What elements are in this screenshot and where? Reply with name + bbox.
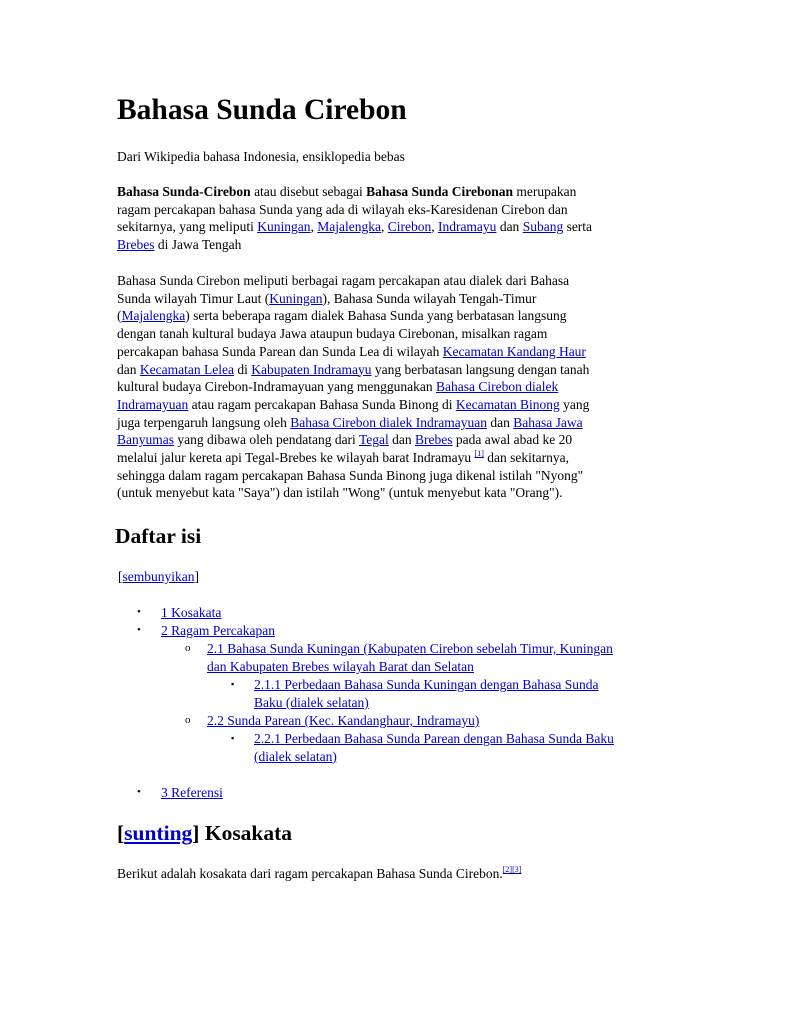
toc-item xyxy=(185,712,480,730)
bracket: [ xyxy=(117,821,125,845)
body-line xyxy=(117,449,589,467)
toc-link-line: Baku (dialek selatan) xyxy=(254,694,369,710)
link-kecamatan-lelea[interactable]: Kecamatan Lelea xyxy=(139,361,234,377)
link-bahasa-jawa-banyumas[interactable]: Bahasa Jawa xyxy=(513,414,583,430)
toc-item xyxy=(185,640,613,675)
intro-line xyxy=(117,236,592,254)
bullet-icon: ▪ xyxy=(231,733,235,743)
toc-item xyxy=(231,676,599,711)
toc-link-bahasa-sunda-kuningan[interactable] xyxy=(207,640,613,675)
text: dan xyxy=(388,432,415,448)
body-line xyxy=(117,307,589,325)
text: merupakan xyxy=(512,184,577,199)
bracket: ] xyxy=(192,821,200,845)
toc-title: Daftar isi xyxy=(115,524,202,548)
text: serta xyxy=(563,219,593,235)
text: juga terpengaruh langsung oleh xyxy=(117,414,291,430)
link-bahasa-cirebon-dialek-indramayuan[interactable]: Bahasa Cirebon dialek xyxy=(436,379,559,395)
bracket: ] xyxy=(194,569,199,584)
intro-line xyxy=(117,183,592,201)
link-kecamatan-kandang-haur[interactable]: Kecamatan Kandang Haur xyxy=(442,343,586,359)
body-line: Bahasa Sunda Cirebon meliputi berbagai ragam percakapan atau dialek dari Bahasa xyxy=(117,273,570,288)
edit-section-link[interactable]: sunting xyxy=(124,821,193,845)
toc-link-perbedaan-kuningan[interactable] xyxy=(254,676,599,711)
link-brebes[interactable]: Brebes xyxy=(415,432,453,448)
body-line: sehingga dalam ragam percakapan Bahasa Sunda Binong juga dikenal istilah "Nyong" xyxy=(117,467,584,483)
toc-link-referensi[interactable]: 3 Referensi xyxy=(161,785,223,800)
section-title: Kosakata xyxy=(199,821,293,845)
kosakata-paragraph xyxy=(117,865,521,883)
bullet-icon: o xyxy=(185,642,191,654)
link-indramayu[interactable]: Indramayu xyxy=(437,219,497,235)
toc-toggle xyxy=(118,568,199,586)
text: di Jawa Tengah xyxy=(154,237,242,253)
bullet-icon: • xyxy=(137,606,141,618)
body-line: (untuk menyebut kata "Saya") dan istilah "Wong" (untuk menyebut kata "Orang"). xyxy=(117,485,563,501)
toc-item xyxy=(137,604,222,622)
link-majalengka[interactable]: Majalengka xyxy=(317,219,381,235)
text: pada awal abad ke 20 xyxy=(452,432,573,448)
text: ( xyxy=(117,308,122,324)
toc-link-line: 2.1.1 Perbedaan Bahasa Sunda Kuningan dengan Bahasa Sunda xyxy=(254,677,599,692)
page-title: Bahasa Sunda Cirebon xyxy=(117,94,407,126)
bold-term: Bahasa Sunda-Cirebon xyxy=(117,184,251,199)
link-kuningan[interactable]: Kuningan xyxy=(269,290,323,306)
link-majalengka[interactable]: Majalengka xyxy=(121,308,186,324)
text: melalui jalur kereta api Tegal-Brebes ke wilayah barat Indramayu xyxy=(117,450,475,466)
site-tagline: Dari Wikipedia bahasa Indonesia, ensiklopedia bebas xyxy=(117,149,405,164)
toc-link-line: dan Kabupaten Brebes wilayah Barat dan Selatan xyxy=(207,658,474,674)
body-line xyxy=(117,343,589,361)
text: dan xyxy=(117,361,140,377)
toc-link-ragam-percakapan[interactable]: 2 Ragam Percakapan xyxy=(161,623,275,638)
intro-line: sekitarnya, yang meliputi Kuningan, Majalengka, Cirebon, Indramayu dan Subang serta xyxy=(117,219,593,235)
bullet-icon: o xyxy=(185,714,191,726)
reference-link[interactable]: [2][3] xyxy=(502,865,522,874)
text: atau ragam percakapan Bahasa Sunda Binong di xyxy=(188,396,456,412)
bullet-icon: ▪ xyxy=(231,679,235,689)
body-line xyxy=(117,414,589,432)
toc-link-line: 2.1 Bahasa Sunda Kuningan (Kabupaten Cirebon sebelah Timur, Kuningan xyxy=(207,641,613,656)
bold-term: Bahasa Sunda Cirebonan xyxy=(366,184,513,199)
text: dan xyxy=(487,414,514,430)
link-kecamatan-binong[interactable]: Kecamatan Binong xyxy=(455,396,560,412)
text: yang xyxy=(559,396,590,412)
link-kuningan[interactable]: Kuningan xyxy=(257,219,311,235)
section-heading-kosakata xyxy=(117,818,292,848)
bracket: [ xyxy=(118,569,123,584)
link-tegal[interactable]: Tegal xyxy=(358,432,389,448)
bullet-icon: • xyxy=(137,624,141,636)
bullet-icon: • xyxy=(137,786,141,798)
intro-paragraph xyxy=(117,183,592,254)
toc-link-sunda-parean[interactable]: 2.2 Sunda Parean (Kec. Kandanghaur, Indramayu) xyxy=(207,713,480,728)
text: Berikut adalah kosakata dari ragam percakapan Bahasa Sunda Cirebon. xyxy=(117,866,503,881)
text: dan sekitarnya, xyxy=(483,450,569,466)
toc-link-line: (dialek selatan) xyxy=(254,748,337,764)
text: Sunda wilayah Timur Laut ( xyxy=(117,290,270,306)
text: percakapan bahasa Sunda Parean dan Sunda Lea di wilayah xyxy=(117,343,443,359)
link-bahasa-jawa-banyumas[interactable]: Banyumas xyxy=(117,432,174,448)
intro-line: ragam percakapan bahasa Sunda yang ada di wilayah eks-Karesidenan Cirebon dan xyxy=(117,201,568,217)
link-bahasa-cirebon-dialek-indramayuan[interactable]: Indramayuan xyxy=(117,396,189,412)
body-line: dengan tanah kultural budaya Jawa ataupun budaya Cirebonan, misalkan ragam xyxy=(117,326,548,342)
toc-item xyxy=(231,730,614,765)
link-subang[interactable]: Subang xyxy=(522,219,564,235)
text: ) serta beberapa ragam dialek Bahasa Sunda yang berbatasan langsung xyxy=(185,308,567,324)
text: ), Bahasa Sunda wilayah Tengah-Timur xyxy=(322,290,537,306)
link-cirebon[interactable]: Cirebon xyxy=(387,219,432,235)
text: sekitarnya, yang meliputi xyxy=(117,219,258,235)
link-brebes[interactable]: Brebes xyxy=(117,237,155,253)
body-line xyxy=(117,396,589,414)
body-line xyxy=(117,378,589,396)
toc-hide-link[interactable]: sembunyikan xyxy=(122,569,195,584)
body-line xyxy=(117,290,589,308)
text: yang berbatasan langsung dengan tanah xyxy=(371,361,590,377)
text: di xyxy=(233,361,252,377)
reference-link[interactable]: [1] xyxy=(474,449,484,459)
toc-link-line: 2.2.1 Perbedaan Bahasa Sunda Parean dengan Bahasa Sunda Baku xyxy=(254,731,614,746)
body-line xyxy=(117,431,589,449)
toc-link-perbedaan-parean[interactable] xyxy=(254,730,614,765)
body-line xyxy=(117,361,589,379)
toc-link-kosakata[interactable]: 1 Kosakata xyxy=(161,605,222,620)
text: atau disebut sebagai xyxy=(250,184,367,199)
text: kultural budaya Cirebon-Indramayuan yang menggunakan xyxy=(117,379,437,395)
link-kabupaten-indramayu[interactable]: Kabupaten Indramayu xyxy=(251,361,372,377)
toc-item xyxy=(137,622,275,640)
text: dan xyxy=(496,219,523,235)
toc-item xyxy=(137,784,223,802)
link-bahasa-cirebon-dialek-indramayuan-2[interactable]: Bahasa Cirebon dialek Indramayuan xyxy=(290,414,488,430)
body-paragraph xyxy=(117,272,589,502)
text: yang dibawa oleh pendatang dari xyxy=(174,432,359,448)
